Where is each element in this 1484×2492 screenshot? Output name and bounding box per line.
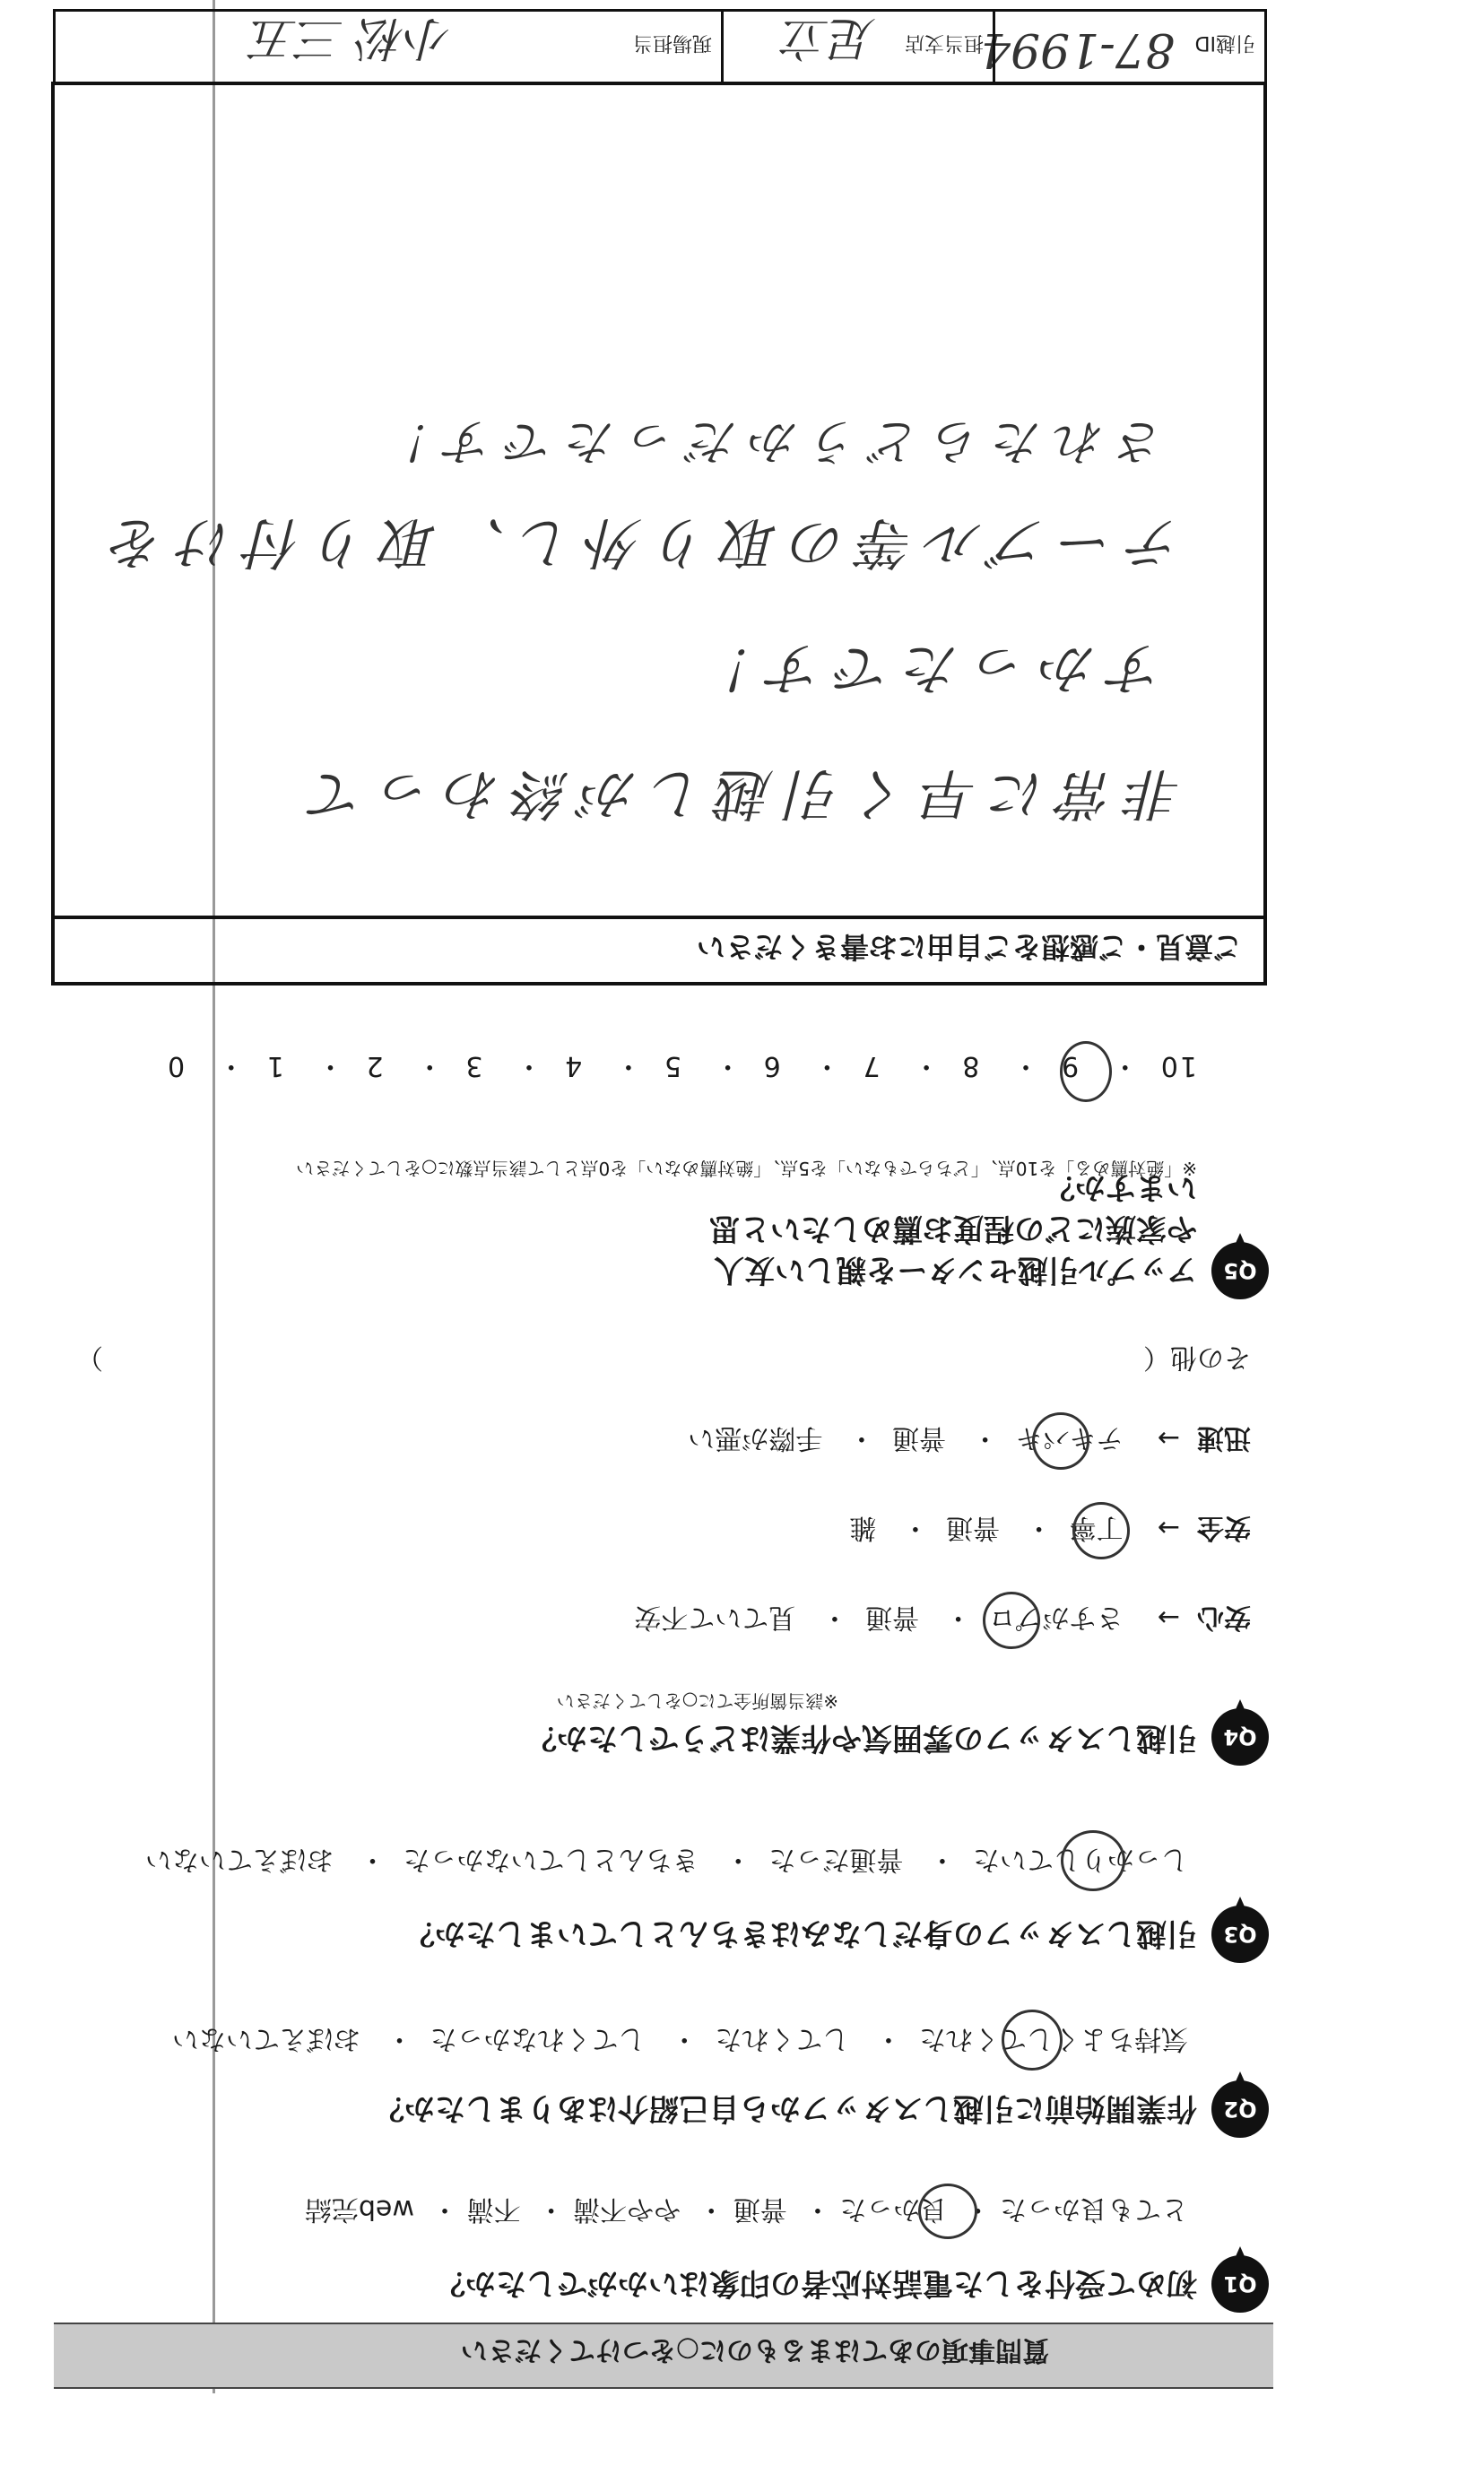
footer-leader-label: 現場担当 bbox=[632, 31, 712, 54]
q4-row-jinsoku: 迅速 → テキパキ ・ 普通 ・ 手際が悪い bbox=[688, 1422, 1251, 1454]
q2-option[interactable]: おぼえていない bbox=[171, 2023, 360, 2054]
q5-badge-icon: Q5 bbox=[1211, 1242, 1269, 1299]
q3-option[interactable]: おぼえていない bbox=[144, 1844, 334, 1875]
q5-answer-mark bbox=[1060, 1041, 1112, 1102]
q3-answer-mark bbox=[1061, 1830, 1125, 1891]
q5-score[interactable]: 10 bbox=[1159, 1050, 1197, 1081]
footer-branch-label: 担当支店 bbox=[904, 31, 984, 54]
footer-branch-value: 足立 bbox=[782, 11, 876, 65]
q4-row-anshin: 安心 → さすがプロ ・ 普通 ・ 見ていて不安 bbox=[634, 1602, 1251, 1633]
q1-option[interactable]: やや不満 bbox=[573, 2193, 681, 2225]
footer-leader-cell bbox=[56, 12, 724, 82]
q5-score[interactable]: 7 bbox=[861, 1050, 881, 1081]
q5-score[interactable]: 6 bbox=[761, 1050, 781, 1081]
instruction-bar bbox=[54, 2323, 1273, 2389]
q3-options: しっかりしていた ・ 普通だった ・ きちんとしていなかった ・ おぼえていない bbox=[144, 1844, 1188, 1875]
comment-line: 非常に早く引越しが終わって bbox=[297, 761, 1183, 827]
q4-other-close: ） bbox=[76, 1342, 103, 1373]
q4-option[interactable]: 普通 bbox=[945, 1512, 1000, 1543]
footer-id-label: 引越ID bbox=[1194, 31, 1255, 54]
q5-score[interactable]: 0 bbox=[166, 1050, 186, 1081]
q2-option[interactable]: してくれた bbox=[715, 2023, 850, 2054]
footer-id-value: 87-1994 bbox=[980, 22, 1175, 76]
q5-score[interactable]: 5 bbox=[662, 1050, 681, 1081]
q1-option[interactable]: 普通 bbox=[733, 2193, 787, 2225]
q3-text: 引越しスタッフの身だしなみはきちんとしていましたか？ bbox=[404, 1915, 1197, 1951]
q4-option[interactable]: 手際が悪い bbox=[688, 1422, 823, 1454]
q4-option[interactable]: テキパキ bbox=[1015, 1422, 1124, 1454]
q5-score[interactable]: 9 bbox=[1060, 1050, 1080, 1081]
q5-score[interactable]: 3 bbox=[464, 1050, 483, 1081]
q2-answer-mark bbox=[1002, 2010, 1063, 2071]
q4-anshin-mark bbox=[983, 1592, 1040, 1649]
q5-score[interactable]: 4 bbox=[563, 1050, 583, 1081]
footer-branch-cell bbox=[724, 12, 995, 82]
q3-option[interactable]: 普通だった bbox=[768, 1844, 904, 1875]
q4-option[interactable]: 普通 bbox=[891, 1422, 946, 1454]
q2-text: 作業開始前に引越しスタッフから自己紹介はありましたか？ bbox=[374, 2090, 1197, 2126]
q3-option[interactable]: しっかりしていた bbox=[973, 1844, 1188, 1875]
q1-answer-mark bbox=[918, 2184, 977, 2239]
q4-note: ※該当箇所全てに○をしてください bbox=[556, 1690, 838, 1712]
q3-option[interactable]: きちんとしていなかった bbox=[403, 1844, 699, 1875]
q1-option[interactable]: 良かった bbox=[839, 2193, 948, 2225]
footer-leader-value: 小松 三五 bbox=[250, 11, 452, 65]
q4-option[interactable]: 丁寧 bbox=[1069, 1512, 1124, 1543]
q2-badge-icon: Q2 bbox=[1211, 2080, 1269, 2138]
footer-table bbox=[53, 9, 1267, 84]
q2-option[interactable]: してくれなかった bbox=[430, 2023, 646, 2054]
q1-option[interactable]: 不満 bbox=[466, 2193, 521, 2225]
q5-score[interactable]: 2 bbox=[364, 1050, 384, 1081]
q1-option[interactable]: とても良かった bbox=[1000, 2193, 1188, 2225]
instruction-text: 質問事項のあてはまるものに○をつけてください bbox=[460, 2334, 1049, 2366]
q4-row-label: 迅速 bbox=[1197, 1422, 1251, 1454]
q1-options: とても良かった ・ 良かった ・ 普通 ・ やや不満 ・ 不満 ・ web完結 bbox=[304, 2193, 1188, 2225]
footer-id-cell bbox=[980, 12, 1264, 82]
comment-title-bar bbox=[55, 916, 1263, 982]
q4-option[interactable]: 雑 bbox=[849, 1512, 877, 1543]
q1-text: 初めて受付をした電話対応者の印象はいかがでしたか？ bbox=[435, 2265, 1197, 2301]
q4-other: その他（ bbox=[1143, 1342, 1251, 1373]
q4-text: 引越しスタッフの雰囲気や作業はどうでしたか？ bbox=[526, 1720, 1197, 1756]
comment-line: テーブル等の取り外し、取り付けを bbox=[97, 510, 1183, 576]
q5-scale: 10 ・ 9 ・ 8 ・ 7 ・ 6 ・ 5 ・ 4 ・ 3 ・ 2 ・ 1 ・ 0 bbox=[166, 1050, 1197, 1081]
comment-line: すかったです！ bbox=[687, 636, 1165, 701]
q4-badge-icon: Q4 bbox=[1211, 1708, 1269, 1766]
q4-row-anzen: 安全 → 丁寧 ・ 普通 ・ 雑 bbox=[849, 1512, 1251, 1543]
q5-score[interactable]: 1 bbox=[265, 1050, 284, 1081]
q5-score[interactable]: 8 bbox=[960, 1050, 980, 1081]
q5-text: アップル引越センターを親しい友人や家族にどの程度お薦めしたいと思いますか？ bbox=[709, 1169, 1197, 1288]
q4-anzen-mark bbox=[1069, 1502, 1130, 1559]
q2-options: 気持ちよくしてくれた ・ してくれた ・ してくれなかった ・ おぼえていない bbox=[171, 2023, 1188, 2054]
q3-badge-icon: Q3 bbox=[1211, 1906, 1269, 1963]
comment-box bbox=[51, 82, 1267, 986]
q4-row-label: 安全 bbox=[1197, 1512, 1251, 1543]
q1-option[interactable]: web完結 bbox=[304, 2193, 414, 2225]
q2-option[interactable]: 気持ちよくしてくれた bbox=[919, 2023, 1188, 2054]
q1-badge-icon: Q1 bbox=[1211, 2255, 1269, 2313]
q4-option[interactable]: 普通 bbox=[864, 1602, 919, 1633]
q5-note: ※「絶対薦める」を10点、「どちらでもない」を5点、「絶対薦めない」を0点として該当点数に○をしてください bbox=[296, 1158, 1197, 1179]
comment-title: ご意見・ご感想をご自由にお書きください bbox=[696, 930, 1242, 964]
q4-option[interactable]: さすがプロ bbox=[988, 1602, 1124, 1633]
q4-jinsoku-mark bbox=[1032, 1412, 1089, 1470]
comment-line: されたらどうかだったです！ bbox=[372, 413, 1165, 470]
q4-option[interactable]: 見ていて不安 bbox=[634, 1602, 796, 1633]
q4-row-label: 安心 bbox=[1197, 1602, 1251, 1633]
